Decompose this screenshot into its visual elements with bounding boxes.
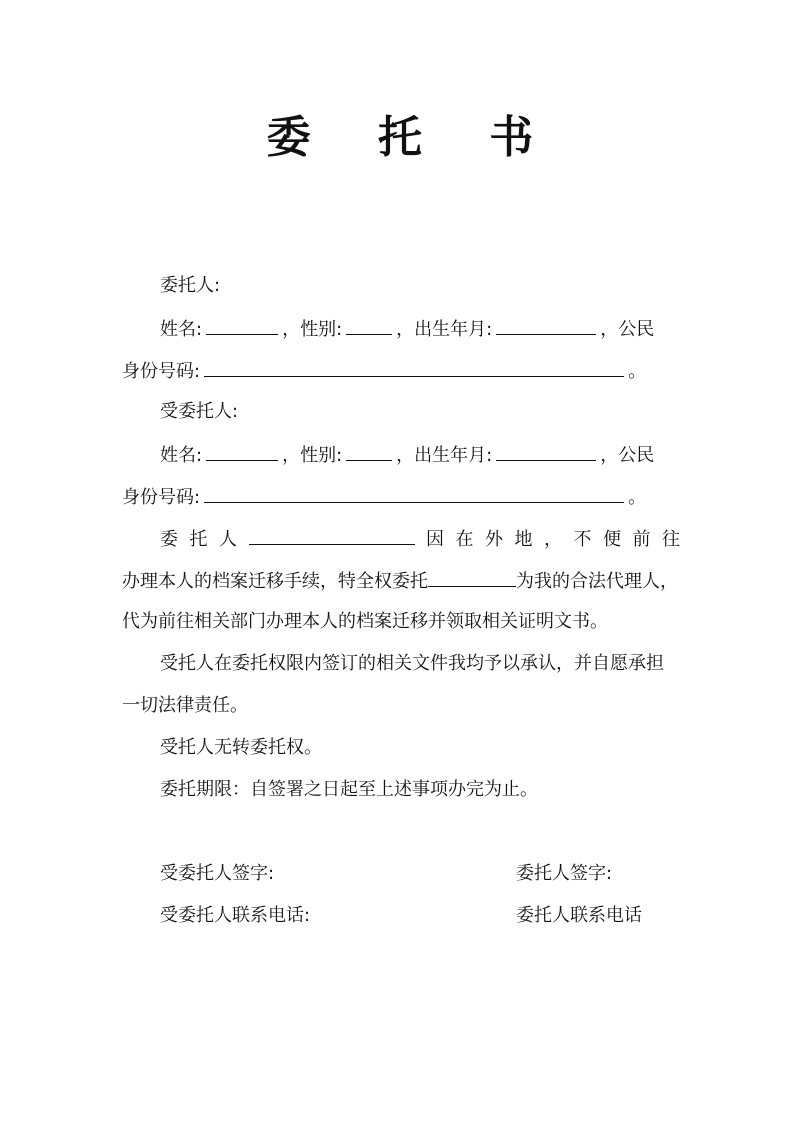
word: 外 (485, 529, 503, 550)
id-label: 身份号码: (122, 361, 201, 382)
page-title: 委 托 书 (266, 112, 560, 163)
citizen-label: ，公民 (600, 319, 655, 340)
word: 在 (455, 529, 474, 550)
principal-birth-blank[interactable] (496, 314, 596, 335)
agent-phone-label: 受委托人联系电话: (160, 905, 311, 926)
authorization-text-b: 为我的合法代理人， (516, 571, 678, 592)
no-subdelegation-line: 受托人无转委托权。 (160, 737, 322, 758)
principal-info-line (160, 314, 654, 344)
word: 便 (603, 529, 621, 550)
name-label: 姓名: (160, 319, 203, 340)
name-label: 姓名: (160, 445, 203, 466)
principal-id-line (122, 356, 646, 386)
principal-header: 委托人: (160, 275, 221, 296)
agent-header: 受委托人: (160, 401, 239, 422)
word: 往 (662, 529, 680, 550)
authorization-line-1 (160, 524, 680, 554)
principal-name-blank-2[interactable] (249, 524, 415, 545)
period-mark: 。 (628, 361, 647, 382)
principal-name-blank[interactable] (206, 314, 278, 335)
word: 地 (514, 529, 533, 550)
principal-gender-blank[interactable] (346, 314, 392, 335)
word: ， (544, 529, 562, 550)
word: 不 (573, 529, 592, 550)
word: 前 (632, 529, 651, 550)
agent-info-line (160, 440, 654, 470)
birth-label: ，出生年月: (396, 445, 493, 466)
citizen-label: ，公民 (600, 445, 655, 466)
authorization-line-2 (122, 566, 688, 596)
id-label: 身份号码: (122, 487, 201, 508)
period-mark: 。 (628, 487, 647, 508)
authorization-text-a: 办理本人的档案迁移手续，特全权委托 (122, 571, 428, 592)
birth-label: ，出生年月: (396, 319, 493, 340)
principal-signature-label: 委托人签字: (516, 863, 613, 884)
word: 人 (219, 529, 237, 550)
acknowledgement-line-2: 一切法律责任。 (122, 695, 248, 716)
agent-id-line (122, 482, 646, 512)
word: 托 (189, 529, 208, 550)
acknowledgement-line-1: 受托人在委托权限内签订的相关文件我均予以承认，并自愿承担 (160, 653, 664, 674)
principal-id-blank[interactable] (204, 356, 624, 377)
agent-birth-blank[interactable] (496, 440, 596, 461)
agent-id-blank[interactable] (204, 482, 624, 503)
gender-label: ，性别: (282, 319, 343, 340)
word: 因 (426, 529, 444, 550)
gender-label: ，性别: (282, 445, 343, 466)
word: 委 (160, 529, 178, 550)
authorization-line-3: 代为前往相关部门办理本人的档案迁移并领取相关证明文书。 (122, 611, 608, 632)
agent-gender-blank[interactable] (346, 440, 392, 461)
agent-signature-label: 受委托人签字: (160, 863, 275, 884)
agent-name-blank[interactable] (206, 440, 278, 461)
validity-period-line: 委托期限：自签署之日起至上述事项办完为止。 (160, 779, 538, 800)
agent-name-blank-2[interactable] (428, 566, 516, 587)
principal-phone-label: 委托人联系电话 (516, 905, 642, 926)
